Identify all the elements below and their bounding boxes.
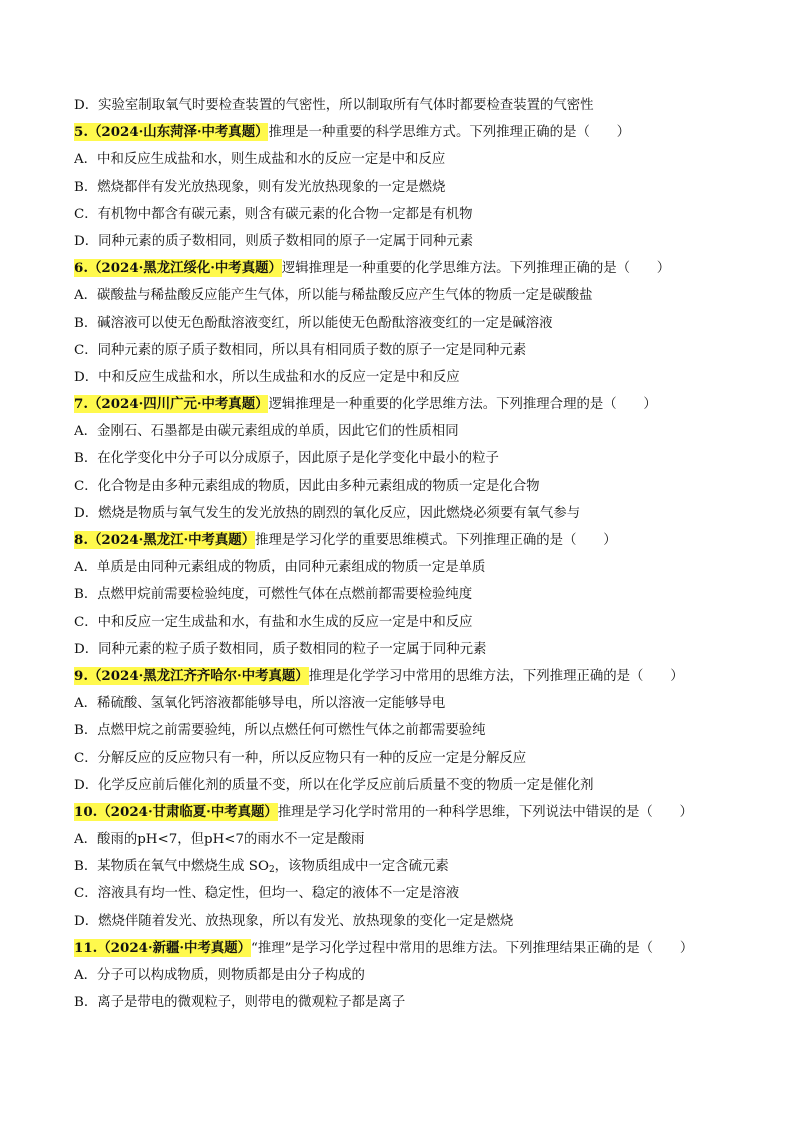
option-text: A．中和反应生成盐和水，则生成盐和水的反应一定是中和反应 [74,152,446,168]
answer-option [74,772,720,799]
question-number: 11. [74,939,98,956]
option-text: C．有机物中都含有碳元素，则含有碳元素的化合物一定都是有机物 [74,206,473,222]
answer-option [74,418,720,445]
question-number: 10. [74,803,98,820]
answer-option [74,717,720,744]
option-text: B．碱溶液可以使无色酚酞溶液变红，所以能使无色酚酞溶液变红的一定是碱溶液 [74,315,553,331]
answer-option [74,636,720,663]
option-text: A．分子可以构成物质，则物质都是由分子构成的 [74,968,365,983]
answer-option [74,554,720,581]
answer-option [74,880,720,907]
question-source-highlight [74,667,309,685]
question-source-highlight [74,395,268,413]
option-text: C．化合物是由多种元素组成的物质，因此由多种元素组成的物质一定是化合物 [74,478,540,494]
question-source: （2024·黑龙江绥化·中考真题） [87,260,282,277]
question-source: （2024·黑龙江齐齐哈尔·中考真题） [87,667,309,684]
question-line [74,663,720,690]
question-stem: “推理”是学习化学过程中常用的思维方法。下列推理结果正确的是（ ） [251,940,694,956]
question-number: 6. [74,260,88,277]
option-text: A．金刚石、石墨都是由碳元素组成的单质，因此它们的性质相同 [74,424,459,440]
answer-option [74,826,720,853]
answer-option [74,364,720,391]
option-text: D．化学反应前后催化剂的质量不变，所以在化学反应前后质量不变的物质一定是催化剂 [74,777,594,793]
option-text: B．在化学变化中分子可以分成原子，因此原子是化学变化中最小的粒子 [74,451,499,467]
question-line [74,119,720,146]
question-stem: 推理是学习化学的重要思维模式。下列推理正确的是（ ） [255,533,617,548]
question-source-highlight [74,939,251,957]
question-source: （2024·甘肃临夏·中考真题） [97,803,278,820]
answer-option [74,201,720,228]
answer-option [74,853,720,880]
option-text: D．同种元素的质子数相同，则质子数相同的原子一定属于同种元素 [74,233,474,249]
question-source-highlight [74,531,255,549]
option-text: D．燃烧是物质与氧气发生的发光放热的剧烈的氧化反应，因此燃烧必须要有氧气参与 [74,505,581,521]
answer-option [74,908,720,935]
answer-option [74,310,720,337]
answer-option [74,337,720,364]
question-stem: 逻辑推理是一种重要的化学思维方法。下列推理正确的是（ ） [281,261,671,277]
question-number: 5. [74,124,88,141]
answer-option [74,92,720,119]
option-text: ，该物质组成中一定含硫元素 [274,859,449,875]
question-number: 9. [74,667,88,684]
document-body [74,92,720,1016]
question-stem: 推理是一种重要的科学思维方式。下列推理正确的是（ ） [268,125,631,141]
question-source: （2024·黑龙江·中考真题） [87,532,256,548]
question-line [74,255,720,282]
question-line [74,391,720,418]
answer-option [74,282,720,309]
question-source-highlight [74,803,278,821]
answer-option [74,745,720,772]
question-line [74,799,720,826]
option-text: A．碳酸盐与稀盐酸反应能产生气体，所以能与稀盐酸反应产生气体的物质一定是碳酸盐 [74,288,593,304]
answer-option [74,445,720,472]
option-text: B．某物质在氧气中燃烧生成 SO [74,859,269,875]
option-text: B．点燃甲烷之前需要验纯，所以点燃任何可燃性气体之前都需要验纯 [74,723,486,739]
question-source: （2024·四川广元·中考真题） [87,396,269,413]
answer-option [74,962,720,989]
option-text: C．同种元素的原子质子数相同，所以具有相同质子数的原子一定是同种元素 [74,342,527,358]
option-text: B．燃烧都伴有发光放热现象，则有发光放热现象的一定是燃烧 [74,179,446,195]
question-line [74,935,720,962]
answer-option [74,609,720,636]
subscript: 2 [268,865,275,876]
question-stem: 逻辑推理是一种重要的化学思维方法。下列推理合理的是（ ） [268,397,657,413]
answer-option [74,500,720,527]
option-text: C．中和反应一定生成盐和水，有盐和水生成的反应一定是中和反应 [74,614,473,630]
option-text: C．分解反应的反应物只有一种，所以反应物只有一种的反应一定是分解反应 [74,750,527,766]
question-stem: 推理是化学学习中常用的思维方法，下列推理正确的是（ ） [308,668,684,684]
question-number: 7. [74,396,88,413]
answer-option [74,174,720,201]
answer-option [74,581,720,608]
option-text: B．点燃甲烷前需要检验纯度，可燃性气体在点燃前都需要检验纯度 [74,587,473,603]
option-text: A．稀硫酸、氢氧化钙溶液都能够导电，所以溶液一定能够导电 [74,696,446,712]
option-text: A．单质是由同种元素组成的物质，由同种元素组成的物质一定是单质 [74,560,486,576]
question-source-highlight [74,259,282,277]
option-text: D．中和反应生成盐和水，所以生成盐和水的反应一定是中和反应 [74,369,460,385]
option-text: D．实验室制取氧气时要检查装置的气密性，所以制取所有气体时都要检查装置的气密性 [74,98,594,113]
answer-option [74,989,720,1016]
option-text: D．同种元素的粒子质子数相同，质子数相同的粒子一定属于同种元素 [74,641,487,657]
question-source-highlight [74,123,268,141]
question-stem: 推理是学习化学时常用的一种科学思维，下列说法中错误的是（ ） [277,804,693,820]
question-source: （2024·山东菏泽·中考真题） [87,124,269,141]
option-text: A．酸雨的pH<7，但pH<7的雨水不一定是酸雨 [74,832,365,848]
option-text: D．燃烧伴随着发光、放热现象，所以有发光、放热现象的变化一定是燃烧 [74,913,514,929]
question-line [74,527,720,554]
question-number: 8. [74,532,88,548]
option-text: B．离子是带电的微观粒子，则带电的微观粒子都是离子 [74,995,406,1011]
question-source: （2024·新疆·中考真题） [97,939,252,956]
answer-option [74,690,720,717]
answer-option [74,228,720,255]
answer-option [74,473,720,500]
answer-option [74,146,720,173]
option-text: C．溶液具有均一性、稳定性，但均一、稳定的液体不一定是溶液 [74,886,460,902]
